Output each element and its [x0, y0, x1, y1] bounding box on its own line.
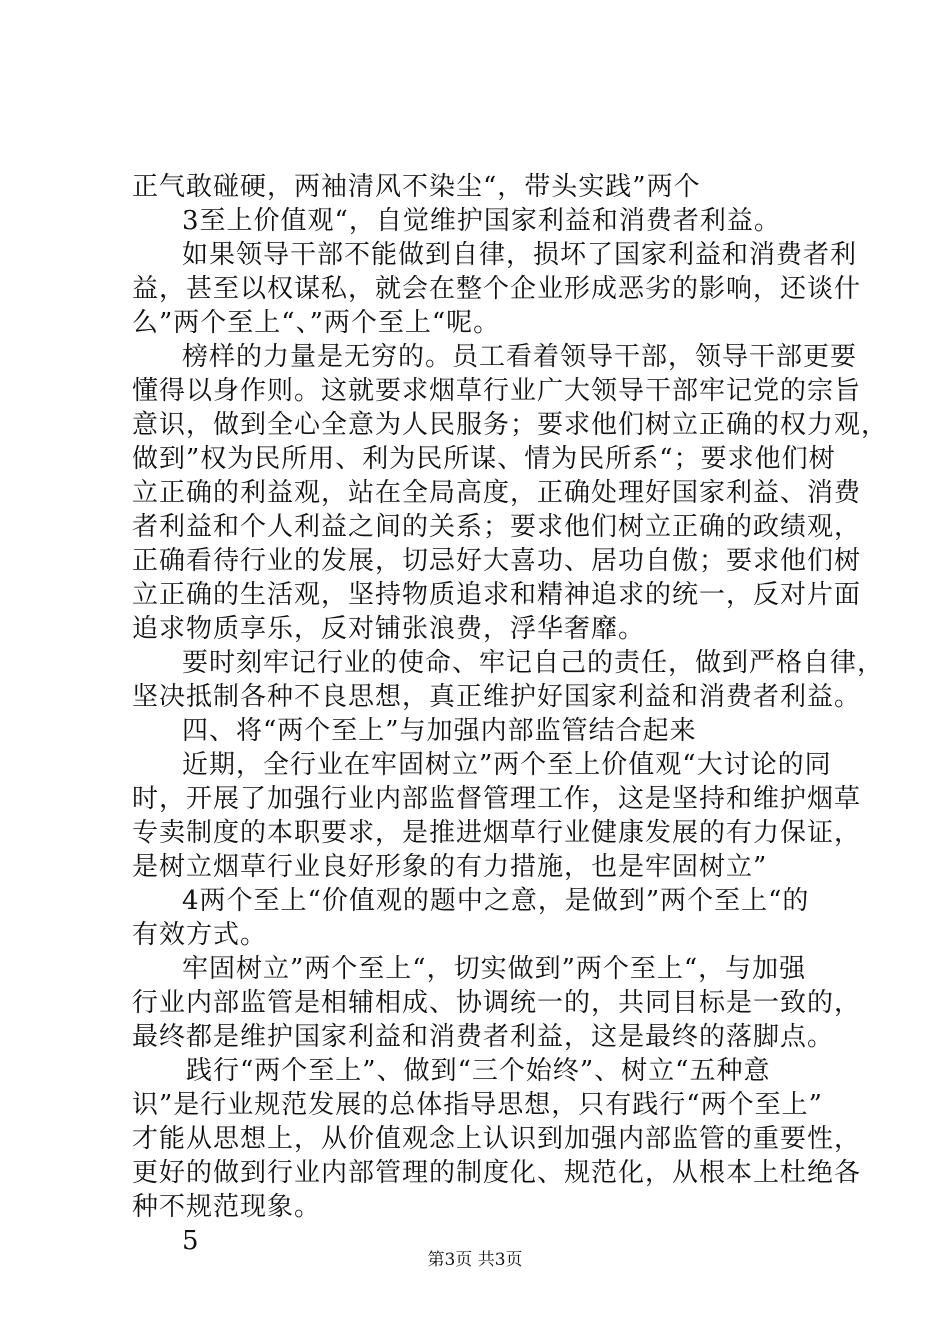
page-number-footer: 第3页 共3页 [427, 1250, 523, 1270]
text-line: 专卖制度的本职要求，是推进烟草行业健康发展的有力保证， [132, 818, 862, 848]
text-line: 才能从思想上，从价值观念上认识到加强内部监管的重要性， [132, 1124, 862, 1154]
paragraph-start-line: 要时刻牢记行业的使命、牢记自己的责任，做到严格自律， [182, 648, 885, 678]
text-line: 立正确的利益观，站在全局高度，正确处理好国家利益、消费 [132, 478, 862, 508]
text-line: 坚决抵制各种不良思想，真正维护好国家利益和消费者利益。 [132, 682, 862, 712]
paragraph-start-line: 榜样的力量是无穷的。员工看着领导干部，领导干部更要 [182, 342, 858, 372]
text-line: 做到”权为民所用、利为民所谋、情为民所系“；要求他们树 [132, 444, 836, 474]
text-line: 追求物质享乐，反对铺张浪费，浮华奢靡。 [132, 614, 646, 644]
section-heading: 四、将“两个至上”与加强内部监管结合起来 [182, 716, 697, 746]
text-line: 正气敢碰硬，两袖清风不染尘“，带头实践”两个 [132, 172, 701, 202]
text-line: 者利益和个人利益之间的关系；要求他们树立正确的政绩观， [132, 512, 862, 542]
text-line: 立正确的生活观，坚持物质追求和精神追求的统一，反对片面 [132, 580, 862, 610]
footnote-number: 5 [182, 1226, 200, 1256]
text-line: 4两个至上“价值观的题中之意，是做到”两个至上“的 [182, 886, 810, 916]
text-line: 懂得以身作则。这就要求烟草行业广大领导干部牢记党的宗旨 [132, 376, 862, 406]
paragraph-start-line: 践行“两个至上”、做到“三个始终”、树立“五种意 [186, 1056, 771, 1086]
text-line: 3至上价值观“，自觉维护国家利益和消费者利益。 [182, 206, 781, 236]
text-line: 有效方式。 [132, 920, 268, 950]
text-line: 意识，做到全心全意为人民服务；要求他们树立正确的权力观， [132, 410, 889, 440]
text-line: 行业内部监管是相辅相成、协调统一的，共同目标是一致的， [132, 988, 862, 1018]
text-line: 么”两个至上“、”两个至上“呢。 [132, 308, 501, 338]
text-line: 最终都是维护国家利益和消费者利益，这是最终的落脚点。 [132, 1022, 835, 1052]
text-line: 益，甚至以权谋私，就会在整个企业形成恶劣的影响，还谈什 [132, 274, 862, 304]
paragraph-start-line: 如果领导干部不能做到自律，损坏了国家利益和消费者利 [182, 240, 858, 270]
text-line: 时，开展了加强行业内部监督管理工作，这是坚持和维护烟草 [132, 784, 862, 814]
text-line: 识”是行业规范发展的总体指导思想，只有践行“两个至上” [132, 1090, 823, 1120]
paragraph-start-line: 牢固树立”两个至上“，切实做到”两个至上“，与加强 [182, 954, 807, 984]
text-line: 正确看待行业的发展，切忌好大喜功、居功自傲；要求他们树 [132, 546, 862, 576]
paragraph-start-line: 近期，全行业在牢固树立”两个至上价值观“大讨论的同 [182, 750, 832, 780]
text-line: 是树立烟草行业良好形象的有力措施，也是牢固树立” [132, 852, 768, 882]
text-line: 更好的做到行业内部管理的制度化、规范化，从根本上杜绝各 [132, 1158, 862, 1188]
document-body [132, 170, 889, 1258]
text-line: 种不规范现象。 [132, 1192, 322, 1222]
